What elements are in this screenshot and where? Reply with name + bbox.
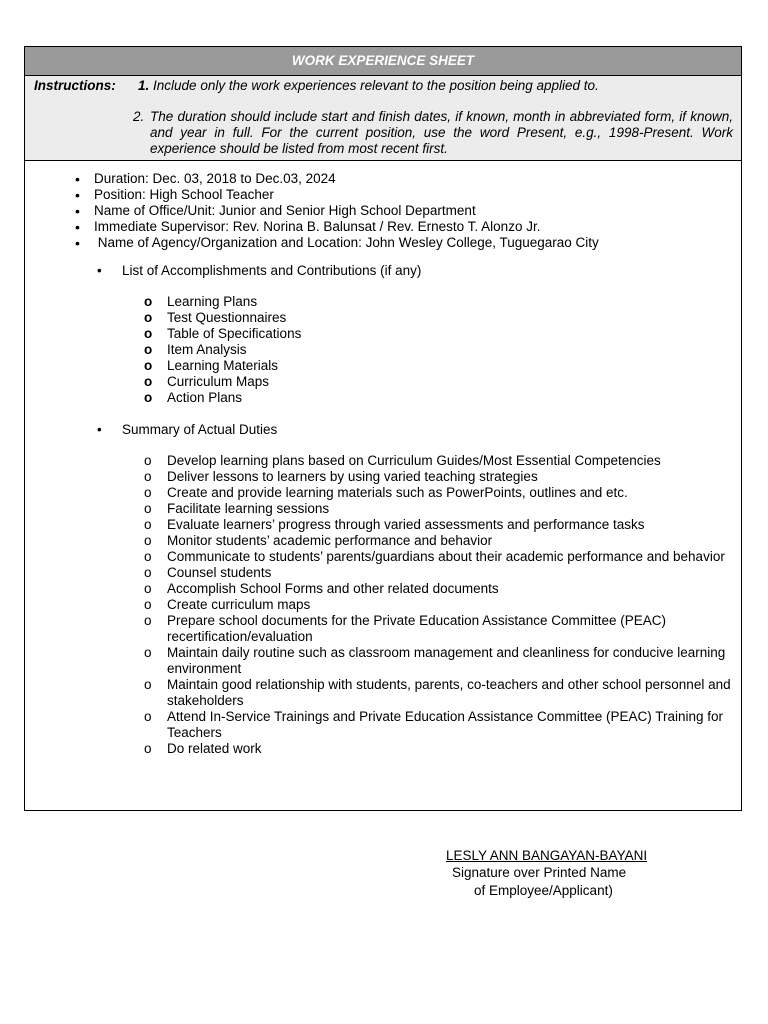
instruction-2 bbox=[133, 109, 733, 157]
list-item: o Action Plans bbox=[144, 390, 734, 406]
list-item: o Evaluate learners’ progress through varied assessments and performance tasks bbox=[144, 517, 734, 533]
sheet-title: WORK EXPERIENCE SHEET bbox=[25, 47, 741, 76]
instruction-2-text: The duration should include start and finish dates, if known, month in abbreviated form, if known, and year in full. For the current position, use the word Present, e.g., 1998-Present. Work experience should be listed from most recent first. bbox=[150, 109, 733, 156]
instruction-1 bbox=[138, 78, 599, 93]
list-item: o Communicate to students’ parents/guardians about their academic performance and behavior bbox=[144, 549, 734, 565]
list-item: o Curriculum Maps bbox=[144, 374, 734, 390]
detail-supervisor: • Immediate Supervisor: Rev. Norina B. Balunsat / Rev. Ernesto T. Alonzo Jr. bbox=[75, 219, 599, 235]
signatory-name: LESLY ANN BANGAYAN-BAYANI bbox=[446, 848, 648, 863]
work-experience-sheet bbox=[24, 46, 742, 811]
detail-agency: • Name of Agency/Organization and Location: John Wesley College, Tuguegarao City bbox=[75, 235, 599, 251]
list-item: o Create and provide learning materials such as PowerPoints, outlines and etc. bbox=[144, 485, 734, 501]
list-item: o Prepare school documents for the Private Education Assistance Committee (PEAC) recertification/evaluation bbox=[144, 613, 734, 645]
detail-office-unit: • Name of Office/Unit: Junior and Senior High School Department bbox=[75, 203, 599, 219]
position-details-list bbox=[75, 171, 599, 251]
list-item: o Deliver lessons to learners by using varied teaching strategies bbox=[144, 469, 734, 485]
duties-heading: • Summary of Actual Duties bbox=[97, 422, 277, 437]
signature-caption-line2: of Employee/Applicant) bbox=[474, 883, 613, 898]
instructions-box bbox=[25, 76, 741, 161]
list-item: o Attend In-Service Trainings and Private Education Assistance Committee (PEAC) Training for Teachers bbox=[144, 709, 734, 741]
list-item: o Accomplish School Forms and other related documents bbox=[144, 581, 734, 597]
instructions-label: Instructions: bbox=[34, 78, 116, 93]
signature-caption-line1: Signature over Printed Name bbox=[452, 865, 627, 880]
list-item: o Maintain daily routine such as classroom management and cleanliness for conducive learning environment bbox=[144, 645, 734, 677]
list-item: o Facilitate learning sessions bbox=[144, 501, 734, 517]
list-item: o Learning Plans bbox=[144, 294, 734, 310]
list-item: o Counsel students bbox=[144, 565, 734, 581]
instruction-1-number: 1. bbox=[138, 78, 150, 93]
list-item: o Monitor students’ academic performance and behavior bbox=[144, 533, 734, 549]
duties-list bbox=[144, 453, 734, 757]
list-item: o Test Questionnaires bbox=[144, 310, 734, 326]
list-item: o Develop learning plans based on Curriculum Guides/Most Essential Competencies bbox=[144, 453, 734, 469]
list-item: o Maintain good relationship with students, parents, co-teachers and other school personnel and stakeholders bbox=[144, 677, 734, 709]
accomplishments-heading: • List of Accomplishments and Contributions (if any) bbox=[97, 263, 421, 278]
instruction-2-number: 2. bbox=[133, 109, 145, 124]
list-item: o Create curriculum maps bbox=[144, 597, 734, 613]
list-item: o Item Analysis bbox=[144, 342, 734, 358]
list-item: o Do related work bbox=[144, 741, 734, 757]
detail-position: • Position: High School Teacher bbox=[75, 187, 599, 203]
list-item: o Table of Specifications bbox=[144, 326, 734, 342]
instruction-1-text: Include only the work experiences relevant to the position being applied to. bbox=[153, 78, 599, 93]
accomplishments-list bbox=[144, 294, 734, 406]
signature-block bbox=[446, 848, 648, 898]
detail-duration: • Duration: Dec. 03, 2018 to Dec.03, 2024 bbox=[75, 171, 599, 187]
list-item: o Learning Materials bbox=[144, 358, 734, 374]
